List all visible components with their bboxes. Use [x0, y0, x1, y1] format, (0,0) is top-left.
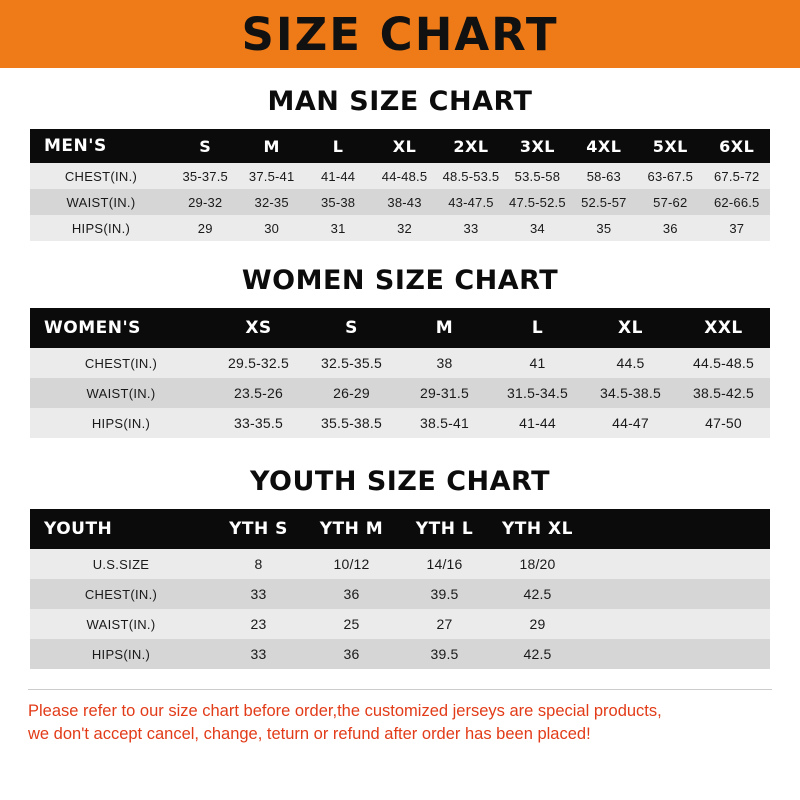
cell: 44.5: [584, 348, 677, 378]
col-header: 4XL: [571, 129, 637, 163]
cell: 38.5-41: [398, 408, 491, 438]
row-label: CHEST(IN.): [30, 348, 212, 378]
cell: 42.5: [491, 639, 584, 669]
cell: 33: [212, 639, 305, 669]
cell: 43-47.5: [438, 189, 504, 215]
cell: 14/16: [398, 549, 491, 579]
cell-empty: [584, 639, 677, 669]
cell: 35.5-38.5: [305, 408, 398, 438]
cell: 31.5-34.5: [491, 378, 584, 408]
cell: 34.5-38.5: [584, 378, 677, 408]
footer-note-line2: we don't accept cancel, change, teturn or refund after order has been placed!: [28, 725, 591, 744]
table-row: [30, 408, 770, 438]
table-women-corner: WOMEN'S: [30, 308, 212, 348]
cell: 29: [172, 215, 238, 241]
col-header: 5XL: [637, 129, 703, 163]
col-header: 3XL: [504, 129, 570, 163]
banner: [0, 0, 800, 68]
col-header: S: [305, 308, 398, 348]
cell: 10/12: [305, 549, 398, 579]
row-label: CHEST(IN.): [30, 163, 172, 189]
cell: 18/20: [491, 549, 584, 579]
cell-empty: [584, 609, 677, 639]
cell: 36: [637, 215, 703, 241]
table-row: [30, 579, 770, 609]
row-label: CHEST(IN.): [30, 579, 212, 609]
cell: 32.5-35.5: [305, 348, 398, 378]
table-women: [30, 308, 770, 438]
row-label: WAIST(IN.): [30, 609, 212, 639]
col-header: YTH S: [212, 509, 305, 549]
page-title: SIZE CHART: [241, 7, 559, 61]
table-row: [30, 348, 770, 378]
col-header: L: [305, 129, 371, 163]
cell: 35: [571, 215, 637, 241]
cell-empty: [677, 639, 770, 669]
table-row: [30, 189, 770, 215]
cell: 58-63: [571, 163, 637, 189]
col-header: 2XL: [438, 129, 504, 163]
row-label: HIPS(IN.): [30, 639, 212, 669]
col-header: XXL: [677, 308, 770, 348]
cell: 29-31.5: [398, 378, 491, 408]
cell: 41: [491, 348, 584, 378]
col-header-empty: [584, 509, 677, 549]
cell: 36: [305, 639, 398, 669]
cell-empty: [677, 579, 770, 609]
cell: 32-35: [238, 189, 304, 215]
cell: 44-47: [584, 408, 677, 438]
col-header: XS: [212, 308, 305, 348]
row-label: U.S.SIZE: [30, 549, 212, 579]
cell: 29.5-32.5: [212, 348, 305, 378]
table-row: [30, 215, 770, 241]
table-youth-head: [30, 509, 770, 549]
cell: 41-44: [305, 163, 371, 189]
cell-empty: [677, 609, 770, 639]
cell: 62-66.5: [704, 189, 771, 215]
footer-note: [28, 689, 772, 747]
section-title-women: WOMEN SIZE CHART: [241, 265, 559, 296]
section-man: [0, 86, 800, 241]
cell: 35-37.5: [172, 163, 238, 189]
cell-empty: [584, 579, 677, 609]
table-women-body: [30, 348, 770, 438]
cell: 25: [305, 609, 398, 639]
cell: 32: [371, 215, 437, 241]
cell: 52.5-57: [571, 189, 637, 215]
table-row: [30, 163, 770, 189]
cell: 47-50: [677, 408, 770, 438]
row-label: WAIST(IN.): [30, 189, 172, 215]
table-row: [30, 378, 770, 408]
cell: 34: [504, 215, 570, 241]
cell: 44.5-48.5: [677, 348, 770, 378]
cell: 41-44: [491, 408, 584, 438]
cell: 37.5-41: [238, 163, 304, 189]
col-header: M: [238, 129, 304, 163]
cell: 31: [305, 215, 371, 241]
section-title-youth: YOUTH SIZE CHART: [249, 466, 551, 497]
cell: 33: [438, 215, 504, 241]
col-header: M: [398, 308, 491, 348]
table-youth-body: [30, 549, 770, 669]
table-header-row: [30, 308, 770, 348]
cell: 36: [305, 579, 398, 609]
row-label: HIPS(IN.): [30, 408, 212, 438]
cell: 39.5: [398, 579, 491, 609]
cell: 29-32: [172, 189, 238, 215]
cell: 47.5-52.5: [504, 189, 570, 215]
col-header: XL: [371, 129, 437, 163]
cell: 23.5-26: [212, 378, 305, 408]
cell: 38.5-42.5: [677, 378, 770, 408]
cell-empty: [584, 549, 677, 579]
col-header: YTH L: [398, 509, 491, 549]
col-header: 6XL: [704, 129, 771, 163]
cell: 57-62: [637, 189, 703, 215]
cell: 44-48.5: [371, 163, 437, 189]
section-title-man: MAN SIZE CHART: [267, 86, 533, 117]
table-header-row: [30, 509, 770, 549]
section-women: [0, 265, 800, 438]
cell: 30: [238, 215, 304, 241]
col-header: S: [172, 129, 238, 163]
cell: 35-38: [305, 189, 371, 215]
cell: 53.5-58: [504, 163, 570, 189]
table-man-head: [30, 129, 770, 163]
cell: 39.5: [398, 639, 491, 669]
col-header: XL: [584, 308, 677, 348]
table-row: [30, 639, 770, 669]
cell: 42.5: [491, 579, 584, 609]
table-youth-corner: YOUTH: [30, 509, 212, 549]
cell: 63-67.5: [637, 163, 703, 189]
row-label: HIPS(IN.): [30, 215, 172, 241]
cell: 48.5-53.5: [438, 163, 504, 189]
col-header-empty: [677, 509, 770, 549]
table-row: [30, 609, 770, 639]
table-row: [30, 549, 770, 579]
cell: 33-35.5: [212, 408, 305, 438]
table-women-head: [30, 308, 770, 348]
cell-empty: [677, 549, 770, 579]
cell: 29: [491, 609, 584, 639]
cell: 38-43: [371, 189, 437, 215]
col-header: L: [491, 308, 584, 348]
cell: 8: [212, 549, 305, 579]
cell: 38: [398, 348, 491, 378]
table-man: [30, 129, 770, 241]
table-header-row: [30, 129, 770, 163]
section-youth: [0, 466, 800, 669]
table-man-corner: MEN'S: [30, 129, 172, 163]
table-man-body: [30, 163, 770, 241]
cell: 26-29: [305, 378, 398, 408]
cell: 27: [398, 609, 491, 639]
cell: 37: [704, 215, 771, 241]
cell: 33: [212, 579, 305, 609]
cell: 23: [212, 609, 305, 639]
cell: 67.5-72: [704, 163, 771, 189]
col-header: YTH M: [305, 509, 398, 549]
footer-note-line1: Please refer to our size chart before order,the customized jerseys are special products,: [28, 702, 662, 720]
table-youth: [30, 509, 770, 669]
row-label: WAIST(IN.): [30, 378, 212, 408]
col-header: YTH XL: [491, 509, 584, 549]
